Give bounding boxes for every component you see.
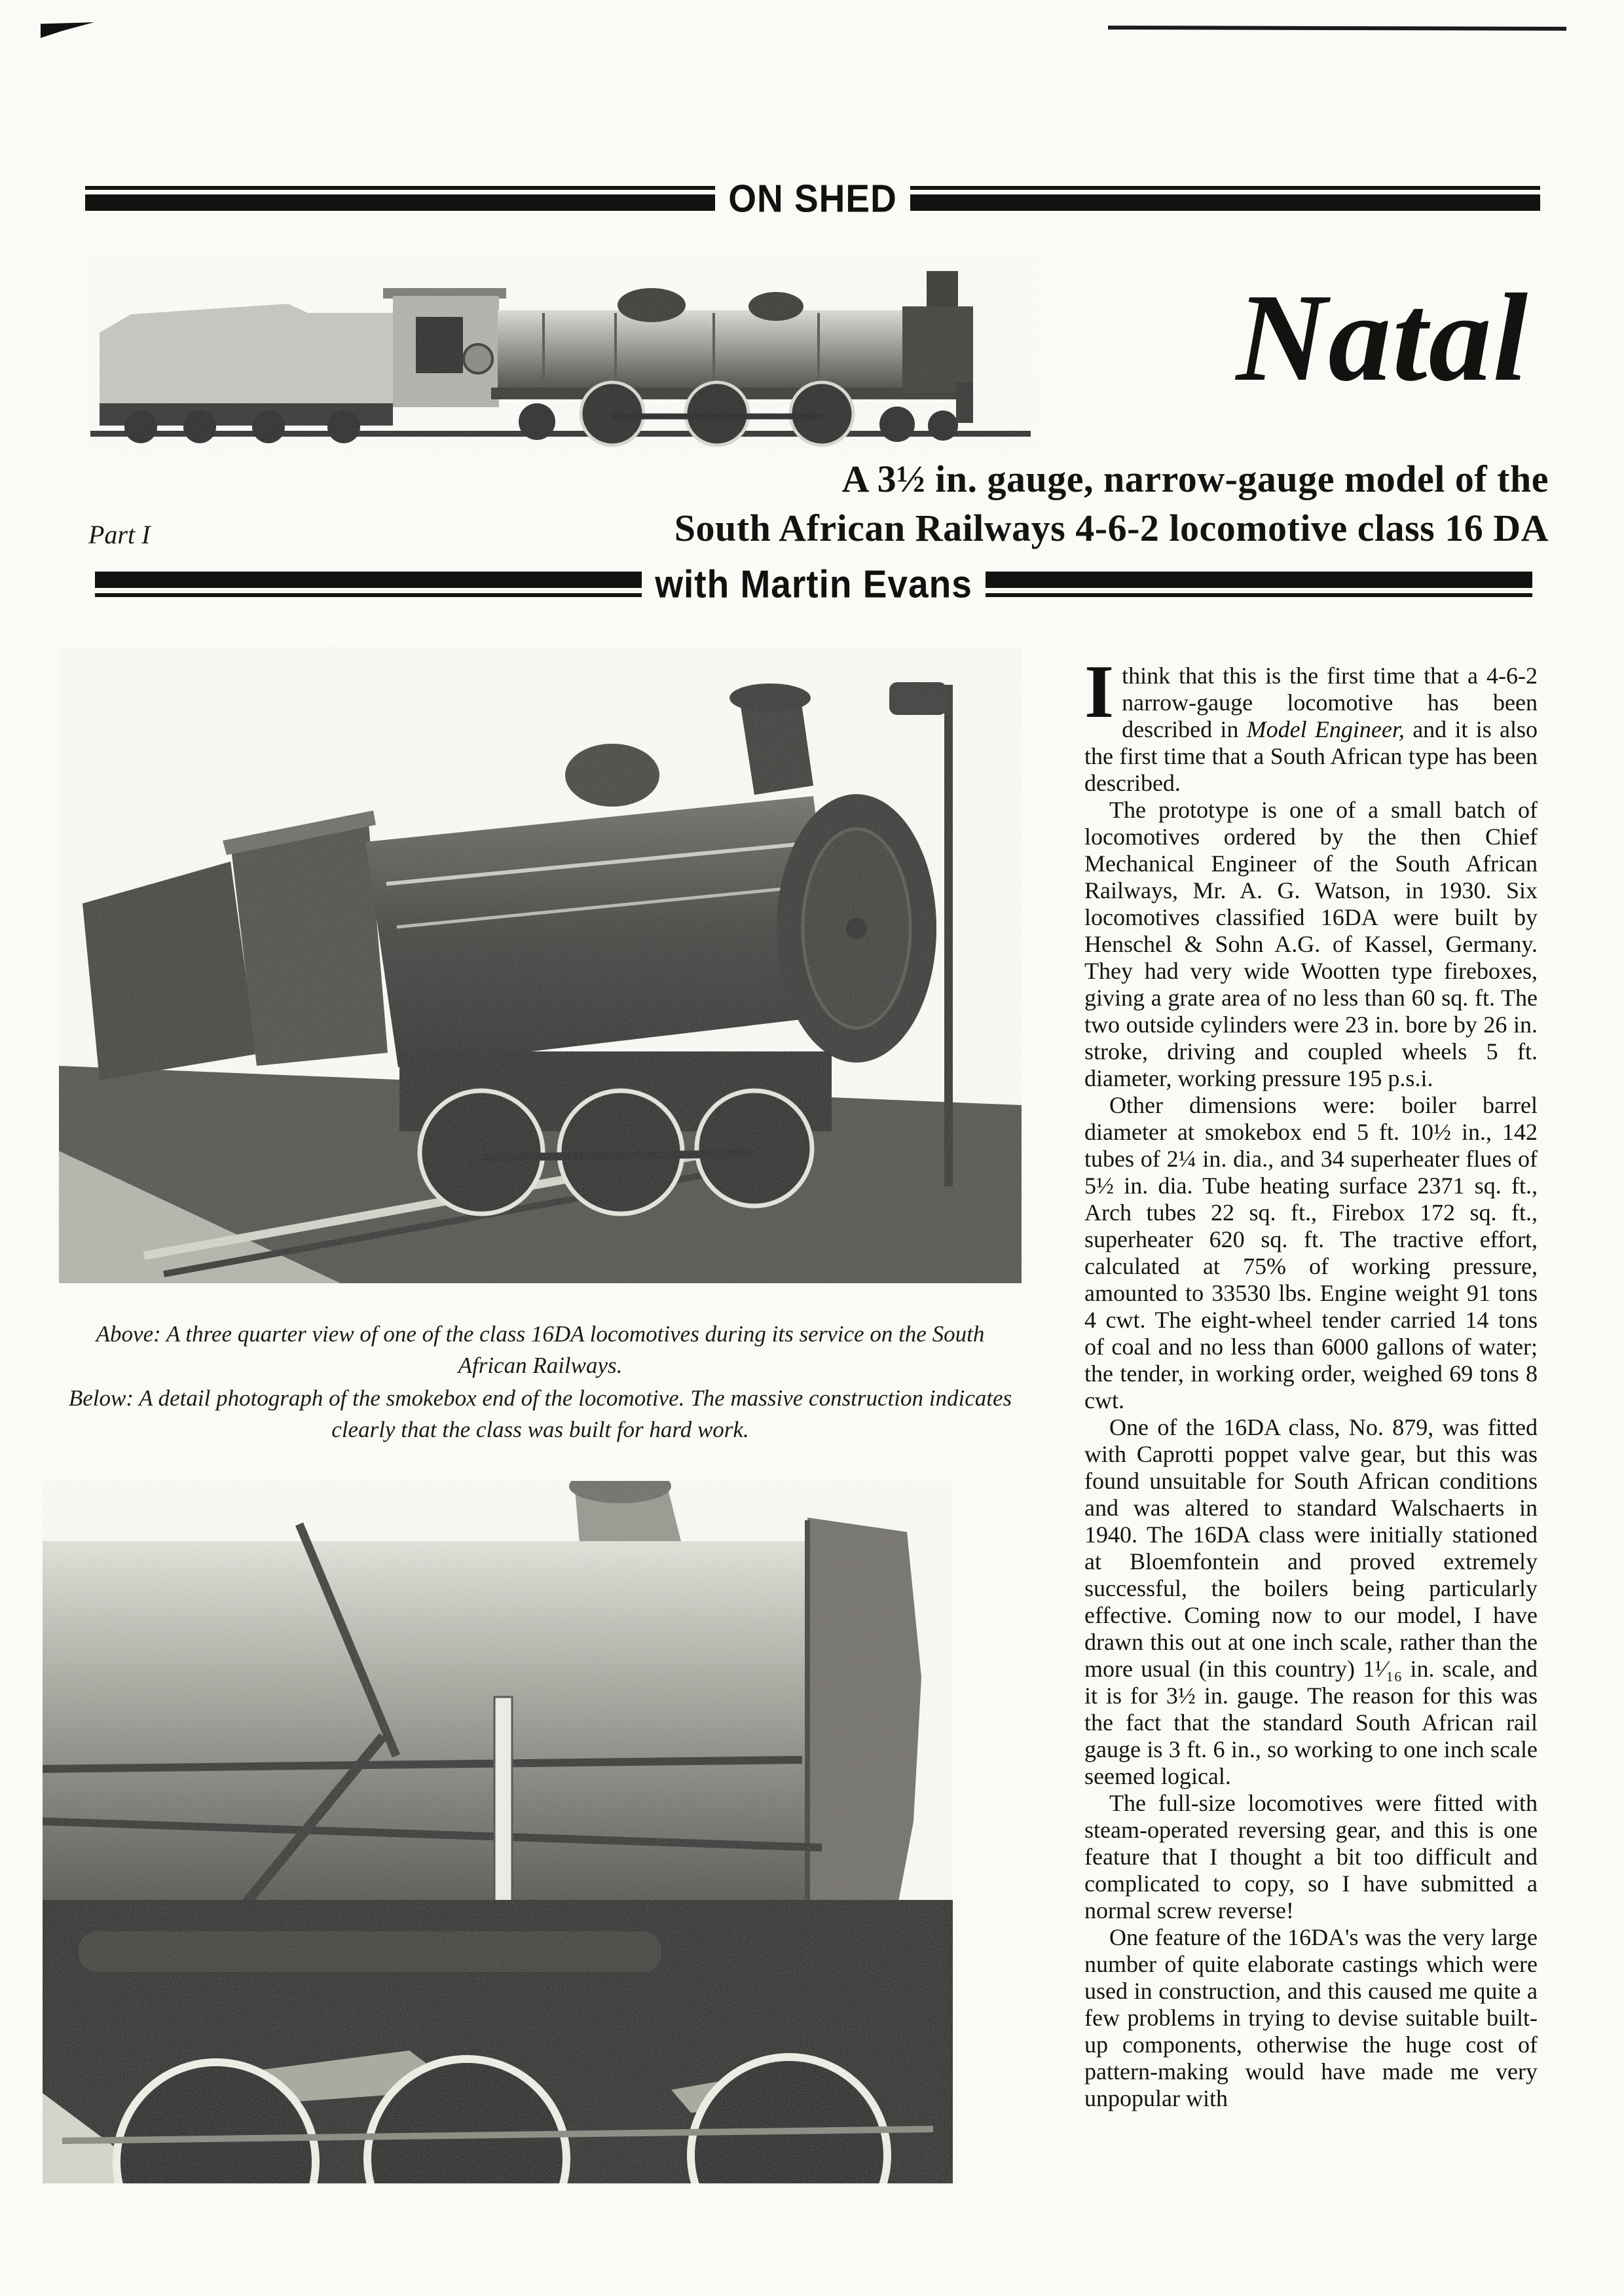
photo-smokebox-detail [43, 1481, 953, 2183]
article-column [1084, 650, 1538, 2112]
paragraph: One feature of the 16DA's was the very large number of quite elaborate castings which were used in construction, and this caused me quite a few problems in trying to devise suitable built-up components, otherwise the huge cost of pattern-making would have made me very unpopular with [1084, 1924, 1538, 2111]
part-label: Part I [88, 520, 151, 549]
paragraph: Other dimensions were: boiler barrel diameter at smokebox end 5 ft. 10½ in., 142 tubes of 2¼ in. dia., and 34 superheater flues of 5½ in. dia. Tube heating surface 2371 sq. ft., Arch tubes 22 sq. ft., Firebox 172 sq. ft., superheater 620 sq. ft. The tractive effort, calculated at 75% of working pressure, amounted to 33530 lbs. Engine weight 91 tons 4 cwt. The eight-wheel tender carried 14 tons of coal and no less than 6000 gallons of water; the tender, in working order, weighed 69 tons 8 cwt. [1084, 1092, 1538, 1413]
on-shed-banner [85, 176, 1540, 221]
page-title: Natal [1236, 268, 1529, 407]
byline-label: with Martin Evans [655, 562, 972, 606]
on-shed-label: ON SHED [728, 176, 897, 221]
drop-cap: I [1084, 650, 1115, 734]
caption-above: Above: A three quarter view of one of the class 16DA locomotives during its service on the South African Railways. [96, 1321, 985, 1379]
banner-rule-left [85, 186, 715, 211]
caption-below: Below: A detail photograph of the smokebox end of the locomotive. The massive construction indicates clearly that the class was built for hard work. [68, 1385, 1012, 1443]
byline-rule-left [95, 572, 642, 597]
paragraph: The prototype is one of a small batch of locomotives ordered by the then Chief Mechanical Engineer of the South African Railways, Mr. A. G. Watson, in 1930. Six locomotives classified 16DA were built by Henschel & Sohn A.G. of Kassel, Germany. They had very wide Wootten type fireboxes, giving a grate area of no less than 60 sq. ft. The two outside cylinders were 23 in. bore by 26 in. stroke, driving and coupled wheels 5 ft. diameter, working pressure 195 p.s.i. [1084, 797, 1538, 1091]
byline-rule-right [986, 572, 1532, 597]
paragraph: One of the 16DA class, No. 879, was fitted with Caprotti poppet valve gear, but this was found unsuitable for South African conditions and was altered to standard Walschaerts in 1940. The 16DA class were initially stationed at Bloemfontein and proved extremely successful, the boilers being particularly effective. Coming now to our model, I have drawn this out at one inch scale, rather than the more usual (in this country) 1¹⁄₁₆ in. scale, and it is for 3½ in. gauge. The reason for this was the fact that the standard South African rail gauge is 3 ft. 6 in., so working to one inch scale seemed logical. [1084, 1414, 1538, 1789]
subtitle-line-2: South African Railways 4-6-2 locomotive class 16 DA [674, 507, 1549, 550]
banner-rule-right [910, 186, 1540, 211]
registration-mark [41, 22, 94, 38]
photo-locomotive-side-view [85, 254, 1036, 452]
trim-line [1108, 26, 1566, 31]
byline-banner [95, 562, 1532, 606]
subtitle-line-1: A 3½ in. gauge, narrow-gauge model of the [841, 458, 1549, 500]
paragraph: Ithink that this is the first time that a 4-6-2 narrow-gauge locomotive has been described in Model Engineer, and it is also the first time that a South African type has been described. [1084, 650, 1538, 796]
paragraph: The full-size locomotives were fitted with steam-operated reversing gear, and this is one feature that I thought a bit too difficult and complicated to copy, so I have submitted a normal screw reverse! [1084, 1790, 1538, 1923]
photo-three-quarter-view [59, 647, 1022, 1283]
article-subtitle [674, 454, 1549, 553]
